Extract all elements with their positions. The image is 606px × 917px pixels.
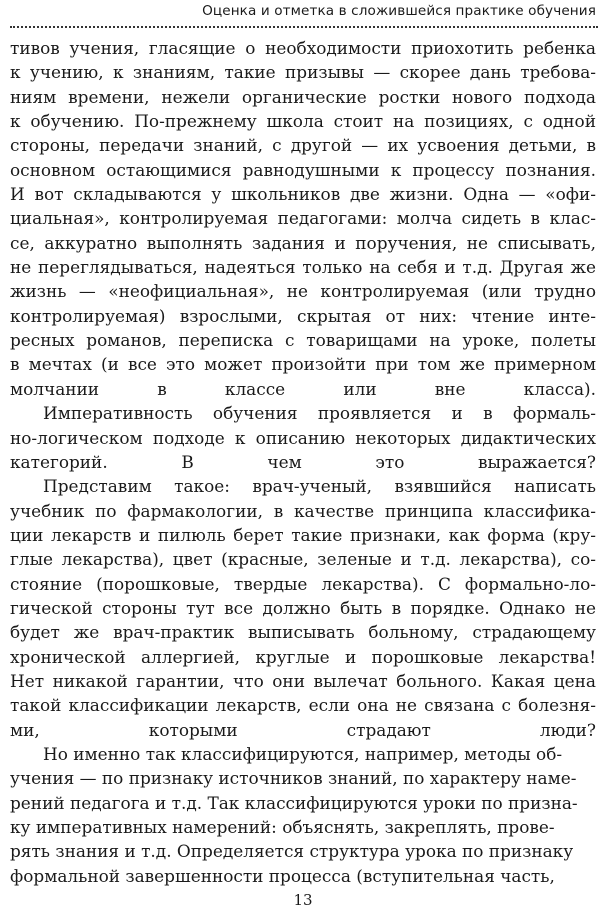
text-line: основном остающимися равнодушными к процессу познания. [10,159,596,180]
text-line: рять знания и т.д. Определяется структура урока по признаку [10,841,574,862]
text-line: учения — по признаку источников знаний, по характеру наме- [10,768,577,789]
text-line: категорий. В чем это выражается? [10,451,596,472]
text-line: Нет никакой гарантии, что они вылечат больного. Какая цена [10,670,596,691]
text-line: жизнь — «неофициальная», не контролируемая (или трудно [10,281,596,302]
text-line: Но именно так классифицируются, например, методы об- [43,743,563,764]
text-line: гической стороны тут все должно быть в порядке. Однако не [10,597,596,618]
text-line: молчании в классе или вне класса). [10,378,596,399]
paragraph [10,742,596,888]
text-line: ресных романов, переписка с товарищами на уроке, полеты [10,330,596,351]
text-line: к учению, к знаниям, такие призывы — скорее дань требова- [10,62,596,83]
paragraph [10,36,596,401]
text-line: се, аккуратно выполнять задания и поручения, не списывать, [10,232,596,253]
header-dotted-rule [10,26,598,28]
text-line: к обучению. По-прежнему школа стоит на позициях, с одной [10,111,596,132]
text-line: Императивность обучения проявляется и в формаль- [43,403,596,424]
running-head: Оценка и отметка в сложившейся практике обучения [202,3,596,19]
text-line: формальной завершенности процесса (вступительная часть, [10,865,555,886]
text-line: ниям времени, нежели органические ростки нового подхода [10,86,596,107]
text-line: но-логическом подходе к описанию некоторых дидактических [10,427,596,448]
text-line: будет же врач-практик выписывать больному, страдающему [10,622,596,643]
text-line: циальная», контролируемая педагогами: молча сидеть в клас- [10,208,596,229]
text-line: ку императивных намерений: объяснять, закреплять, прове- [10,817,555,837]
paragraph [10,401,596,474]
text-line: ми, которыми страдают люди? [10,719,596,740]
text-line: контролируемая) взрослыми, скрытая от них: чтение инте- [10,305,596,326]
body-text [10,36,596,888]
text-line: хроничеcкой аллергией, круглые и порошковые лекарства! [10,646,596,667]
text-line: Представим такое: врач-ученый, взявшийся написать [43,476,596,497]
text-line: учебник по фармакологии, в качестве принципа классифика- [10,500,596,521]
text-line: стояние (порошковые, твердые лекарства). С формально-ло- [10,573,596,594]
text-line: ции лекарств и пилюль берет такие признаки, как форма (кру- [10,524,596,545]
text-line: глые лекарства), цвет (красные, зеленые и т.д. лекарства), со- [10,549,596,570]
text-line: И вот складываются у школьников две жизни. Одна — «офи- [10,184,596,205]
paragraph [10,474,596,742]
text-line: не переглядываться, надеяться только на себя и т.д. Другая же [10,257,596,278]
text-line: в мечтах (и все это может произойти при том же примерном [10,354,596,375]
text-line: рений педагога и т.д. Так классифицируются уроки по призна- [10,792,578,813]
text-line: тивов учения, гласящие о необходимости приохотить ребенка [10,38,596,58]
page-number: 13 [293,891,313,909]
text-line: стороны, передачи знаний, с другой — их усвоения детьми, в [10,135,596,156]
text-line: такой классификации лекарств, если она не связана с болезня- [10,695,596,716]
